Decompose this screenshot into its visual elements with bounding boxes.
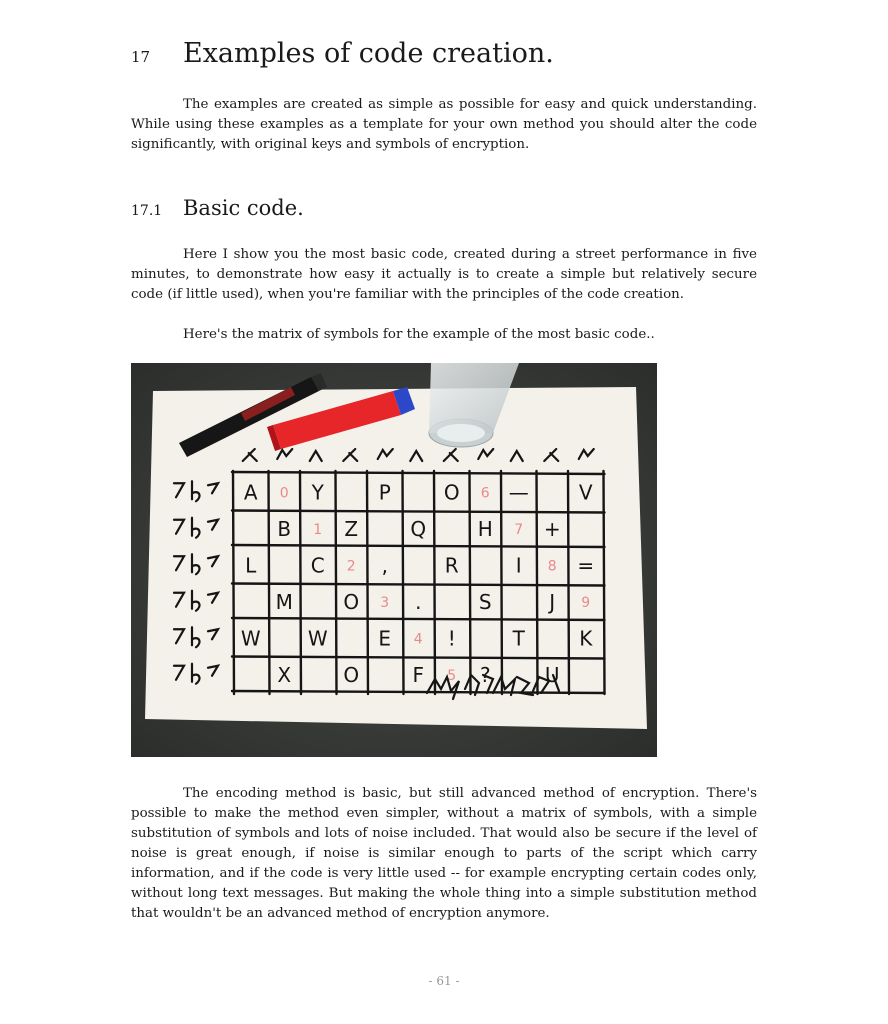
matrix-cell-digit: 3 [380, 594, 390, 611]
matrix-cell-symbol: P [378, 480, 391, 505]
intro-paragraph: The examples are created as simple as possible for easy and quick understanding. While using these examples as a template for your own method you should alter the code significantly, with original keys and symbols of encryption. [131, 97, 757, 152]
encoding-method-paragraph: The encoding method is basic, but still advanced method of encryption. There's possible to make the method even simpler, without a matrix of symbols, with a simple substitution of symbols and lots of noise included. That would also be secure if the level of noise is great enough, if noise is similar enough to parts of the script which carry information, and if the code is very little used -- for example encrypting certain codes only, without long text messages. But making the whole thing into a simple substitution method that wouldn't be an advanced method of encryption anymore. [131, 786, 757, 921]
matrix-cell-digit: 4 [413, 631, 423, 648]
matrix-cell-symbol: = [577, 553, 595, 578]
matrix-cell-symbol: K [579, 626, 593, 651]
matrix-cell-symbol: E [378, 626, 392, 651]
matrix-cell-symbol: R [444, 553, 459, 578]
basic-code-paragraph: Here I show you the most basic code, created during a street performance in five minutes, to demonstrate how easy it actually is to create a simple but relatively secure code (if little used), when you're familiar with the principles of the code creation. [131, 247, 757, 302]
matrix-cell-digit: 2 [346, 558, 356, 575]
matrix-cell-symbol: . [415, 589, 422, 614]
page-number: - 61 - [428, 974, 460, 988]
matrix-cell-symbol: L [245, 553, 257, 578]
matrix-cell-symbol: W [307, 626, 328, 651]
matrix-cell-symbol: U [544, 662, 560, 687]
matrix-cell-symbol: + [543, 516, 561, 541]
matrix-cell-symbol: W [240, 626, 261, 651]
matrix-cell-symbol: O [343, 589, 360, 614]
matrix-cell-symbol: F [412, 662, 425, 687]
matrix-cell-digit: 1 [313, 521, 323, 538]
matrix-cell-digit: 7 [514, 521, 524, 538]
matrix-cell-digit: 5 [447, 667, 457, 684]
matrix-cell-symbol: S [478, 589, 492, 614]
matrix-cell-digit: 9 [581, 594, 591, 611]
subsection-heading [131, 196, 304, 220]
matrix-cell-symbol: V [578, 480, 593, 505]
matrix-cell-symbol: O [343, 662, 360, 687]
matrix-cell-symbol: X [277, 662, 292, 687]
matrix-cell-symbol: C [310, 553, 325, 578]
matrix-cell-digit: 0 [279, 485, 289, 502]
matrix-cell-symbol: Z [344, 516, 359, 541]
matrix-cell-symbol: A [243, 480, 258, 505]
matrix-intro-paragraph: Here's the matrix of symbols for the example of the most basic code.. [183, 327, 655, 342]
matrix-cell-symbol: ! [447, 626, 456, 651]
matrix-cell-digit: 8 [547, 558, 557, 575]
matrix-cell-symbol: M [275, 589, 293, 614]
matrix-cell-symbol: , [381, 553, 388, 578]
matrix-cell-symbol: H [477, 516, 493, 541]
matrix-cell-digit: 6 [480, 485, 490, 502]
section-title: Examples of code creation. [183, 38, 554, 69]
matrix-cell-symbol: I [515, 553, 522, 578]
section-heading [131, 38, 554, 69]
matrix-cell-symbol: Y [311, 480, 324, 505]
matrix-photo [131, 363, 657, 757]
section-number: 17 [131, 48, 151, 66]
matrix-cell-symbol: O [443, 480, 460, 505]
subsection-number: 17.1 [131, 203, 163, 219]
matrix-cell-symbol: — [508, 480, 529, 505]
matrix-cell-symbol: J [549, 589, 556, 614]
matrix-cell-symbol: ? [479, 662, 491, 687]
matrix-photo-drawing [131, 363, 657, 757]
matrix-cell-symbol: T [512, 626, 525, 651]
subsection-title: Basic code. [183, 196, 304, 220]
matrix-cell-symbol: Q [410, 516, 427, 541]
matrix-cell-symbol: B [277, 516, 292, 541]
